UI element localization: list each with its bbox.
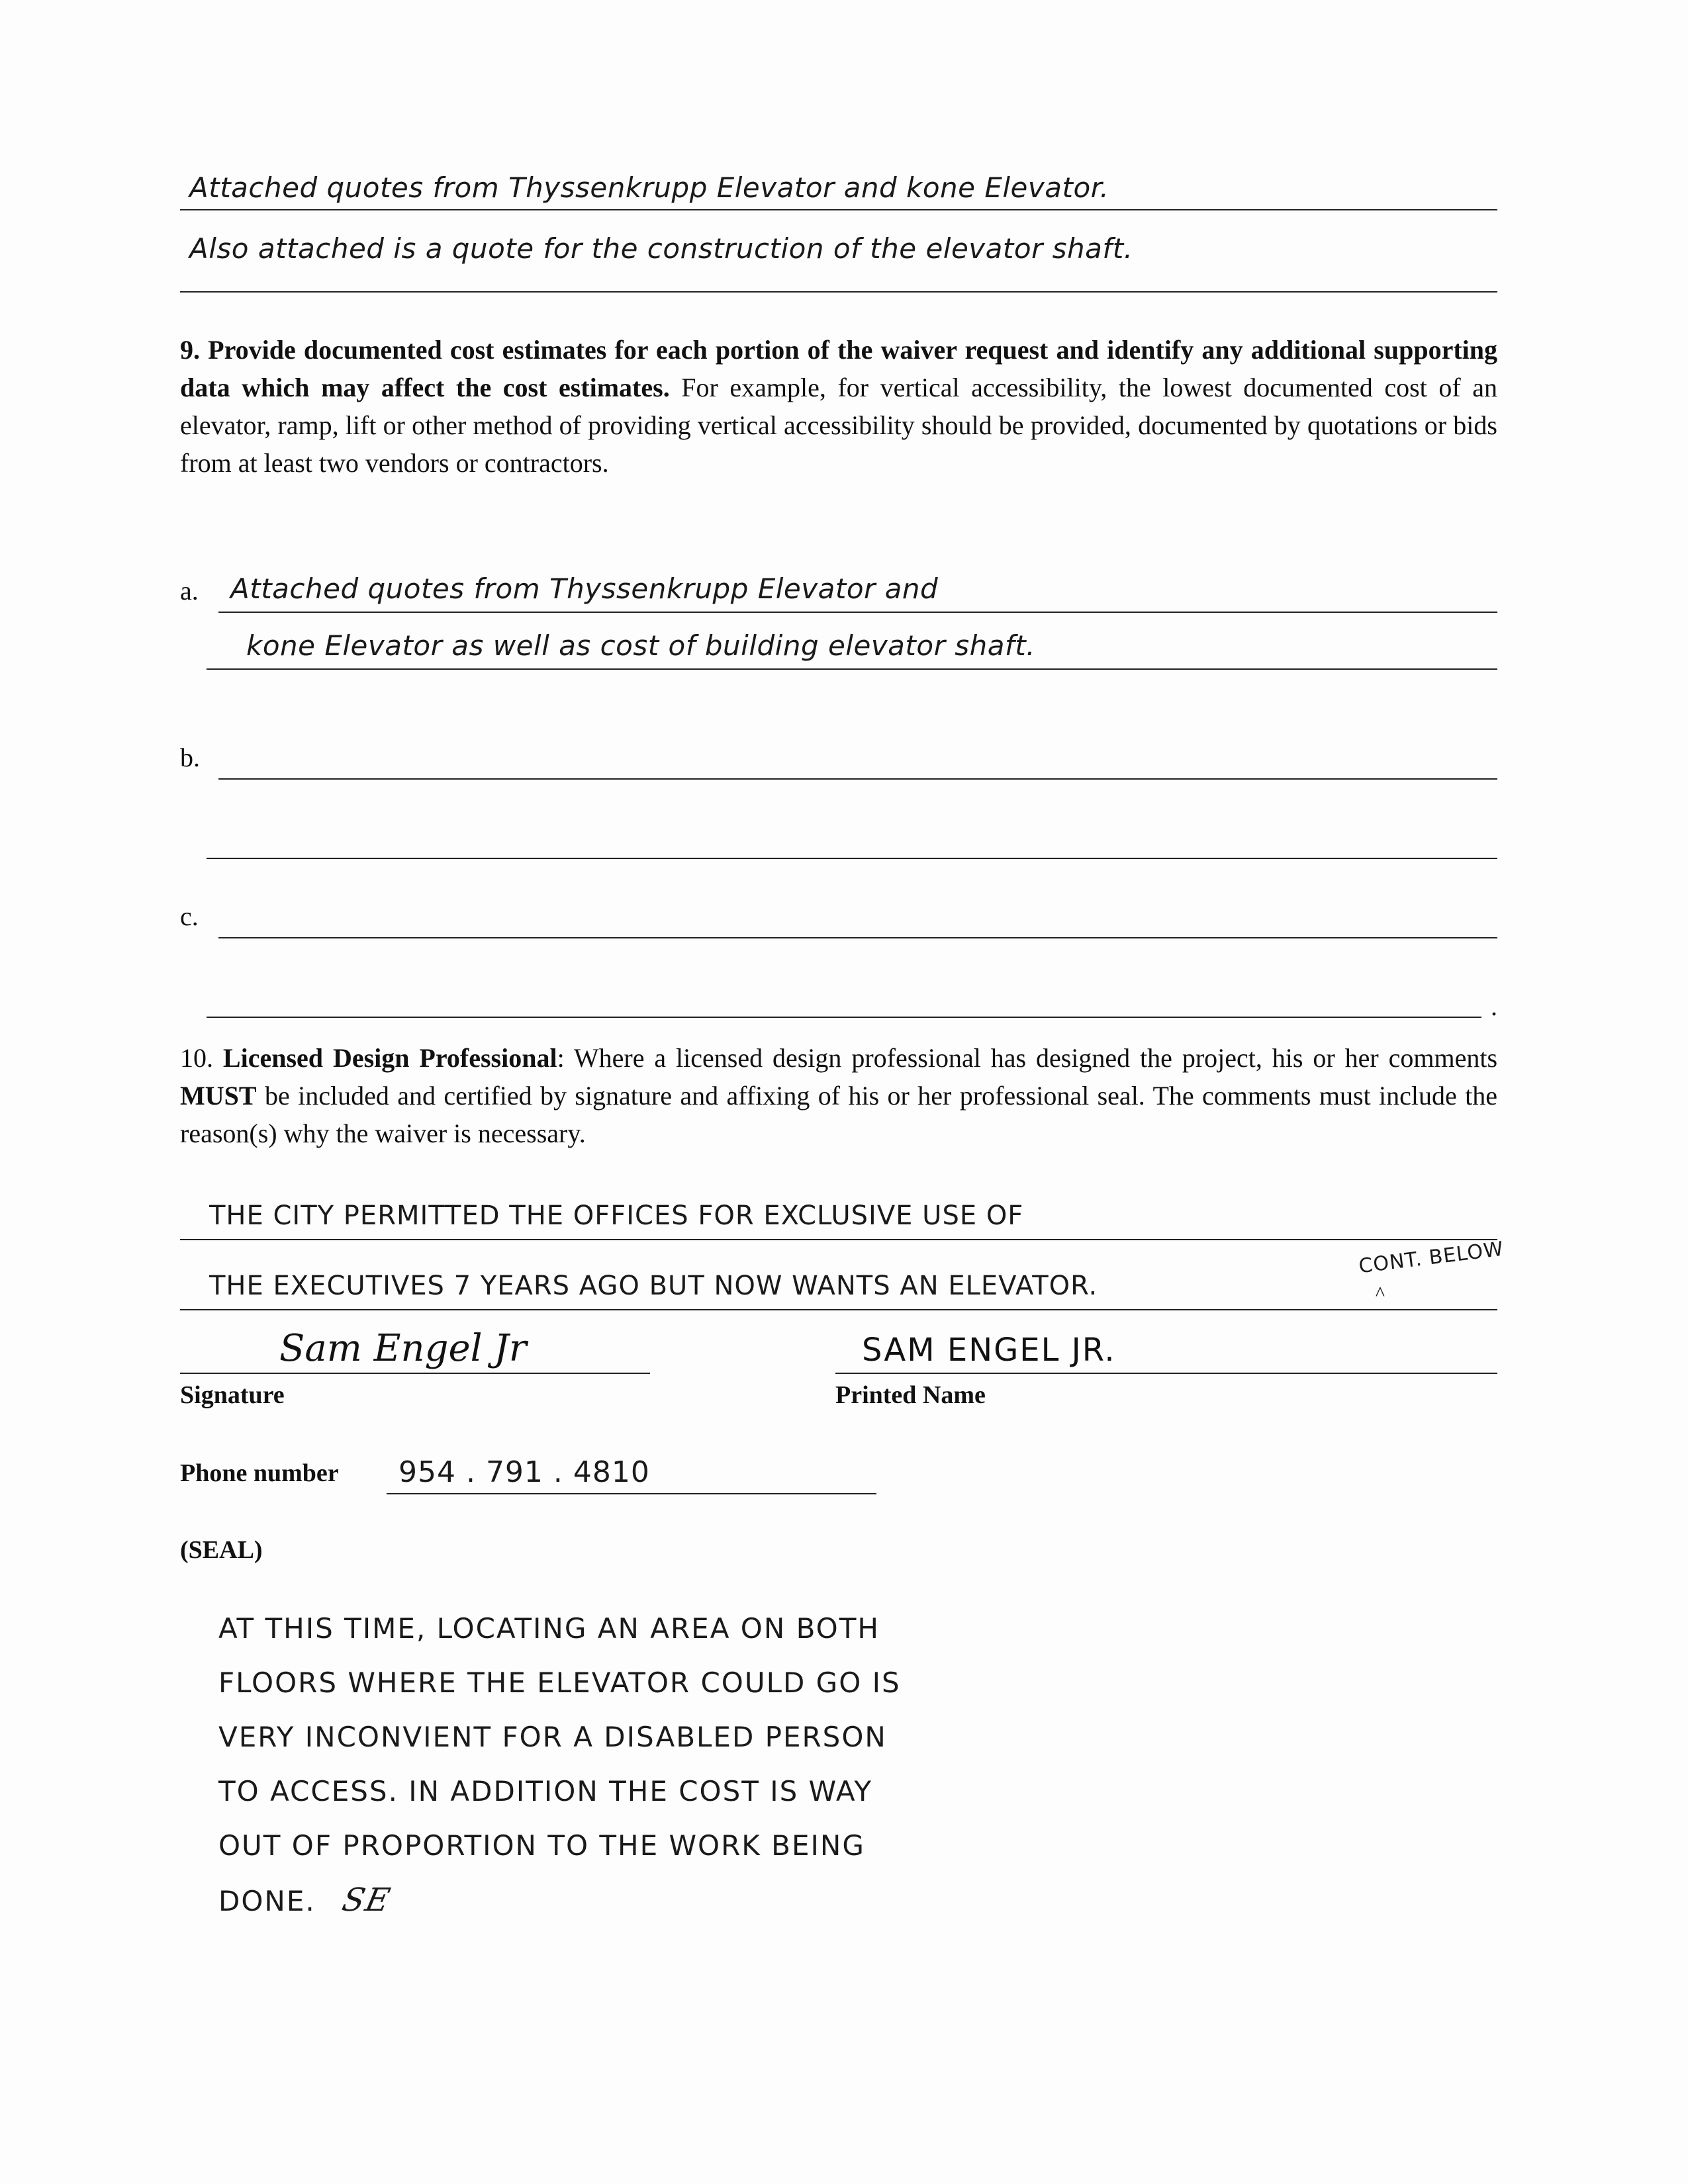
item-9-answer-b (180, 700, 1497, 859)
answer-c-trailing-period: . (1491, 991, 1497, 1021)
top-note-text-1: Attached quotes from Thyssenkrupp Elevator and kone Elevator. (189, 171, 1109, 204)
item-10-paragraph (180, 1039, 1497, 1152)
signature-rule[interactable] (180, 1373, 650, 1374)
item-10-must: MUST (180, 1081, 257, 1111)
item-9-answer-a (180, 556, 1497, 670)
bottom-note-line-3: VERY INCONVIENT FOR A DISABLED PERSON (218, 1721, 887, 1753)
signature-script: Sam Engel Jr (279, 1327, 527, 1370)
answer-b-line-2 (180, 780, 1497, 859)
printed-name-handwritten: SAM ENGEL JR. (862, 1332, 1116, 1369)
answer-c-rule-2[interactable] (207, 1017, 1481, 1018)
answer-a-text-2: kone Elevator as well as cost of building elevator shaft. (246, 629, 1036, 662)
bottom-note-initials: SE (339, 1882, 395, 1919)
item-9-paragraph (180, 331, 1497, 482)
answer-a-line-1 (180, 556, 1497, 613)
bottom-note-line-4: TO ACCESS. IN ADDITION THE COST IS WAY (218, 1775, 873, 1807)
bottom-handwritten-note (218, 1602, 1344, 1929)
bottom-note-line-5: OUT OF PROPORTION TO THE WORK BEING (218, 1829, 865, 1862)
answer-a-rule-2[interactable] (207, 668, 1497, 670)
answer-b-line-1 (180, 700, 1497, 780)
phone-number-label: Phone number (180, 1459, 339, 1487)
answer-c-line-2 (180, 938, 1497, 1021)
phone-number-row (180, 1430, 1497, 1494)
bottom-note-line-6 (218, 1873, 1344, 1929)
answer-a-line-2 (180, 613, 1497, 670)
item-9-number: 9. (180, 335, 200, 365)
item-10-hand-text-2: THE EXECUTIVES 7 YEARS AGO BUT NOW WANTS AN ELEVATOR. (209, 1271, 1098, 1301)
item-9-answer-c (180, 859, 1497, 1021)
answer-c-label: c. (180, 901, 199, 931)
item-10-bold-lead: Licensed Design Professional (222, 1043, 557, 1073)
top-note-text-2: Also attached is a quote for the construction of the elevator shaft. (189, 232, 1133, 265)
bottom-note-line-2: FLOORS WHERE THE ELEVATOR COULD GO IS (218, 1666, 901, 1699)
phone-number-value: 954 . 791 . 4810 (399, 1455, 650, 1489)
answer-a-label: a. (180, 576, 199, 606)
item-10-rest: : Where a licensed design professional has designed the project, his or her comments (557, 1043, 1498, 1073)
item-10-handwriting (180, 1170, 1505, 1310)
item-10-hand-text-1: THE CITY PERMITTED THE OFFICES FOR EXCLUSIVE USE OF (209, 1201, 1024, 1231)
top-note-line-1 (180, 146, 1497, 210)
answer-a-text-1: Attached quotes from Thyssenkrupp Elevator and (230, 572, 939, 605)
printed-name-rule[interactable] (835, 1373, 1497, 1374)
item-10-rest2: be included and certified by signature and affixing of his or her professional seal. The comments must include the reason(s) why the waiver is necessary. (180, 1081, 1497, 1148)
signature-caption: Signature (180, 1381, 285, 1409)
item-10-hand-line-2[interactable] (180, 1237, 1505, 1310)
item-10-number: 10. (180, 1043, 213, 1073)
printed-name-caption: Printed Name (835, 1381, 986, 1409)
top-note-line-2 (180, 210, 1497, 271)
top-note-rule-2 (180, 291, 1497, 293)
item-9-bold-lead: Provide documented cost estimates for each portion of the waiver request and identify any additional supporting data which may affect the cost estimates. (180, 335, 1498, 402)
phone-number-rule[interactable] (387, 1493, 876, 1494)
caret-mark: ^ (1375, 1283, 1385, 1304)
bottom-note-line-6-text: DONE. (218, 1885, 316, 1917)
bottom-note-line-1: AT THIS TIME, LOCATING AN AREA ON BOTH (218, 1612, 880, 1645)
signature-row (180, 1308, 1497, 1374)
top-handwritten-notes (180, 146, 1497, 271)
seal-label: (SEAL) (180, 1536, 263, 1564)
answer-b-label: b. (180, 743, 200, 772)
cont-below-note: CONT. BELOW (1357, 1237, 1505, 1279)
item-9-rest: For example, for vertical accessibility, the lowest documented cost of an elevator, ramp, lift or other method of providing vertical accessibility should be provided, documented by quotations or bids from at least two vendors or contractors. (180, 373, 1498, 478)
answer-c-line-1 (180, 859, 1497, 938)
item-10-hand-line-1[interactable] (180, 1170, 1497, 1240)
